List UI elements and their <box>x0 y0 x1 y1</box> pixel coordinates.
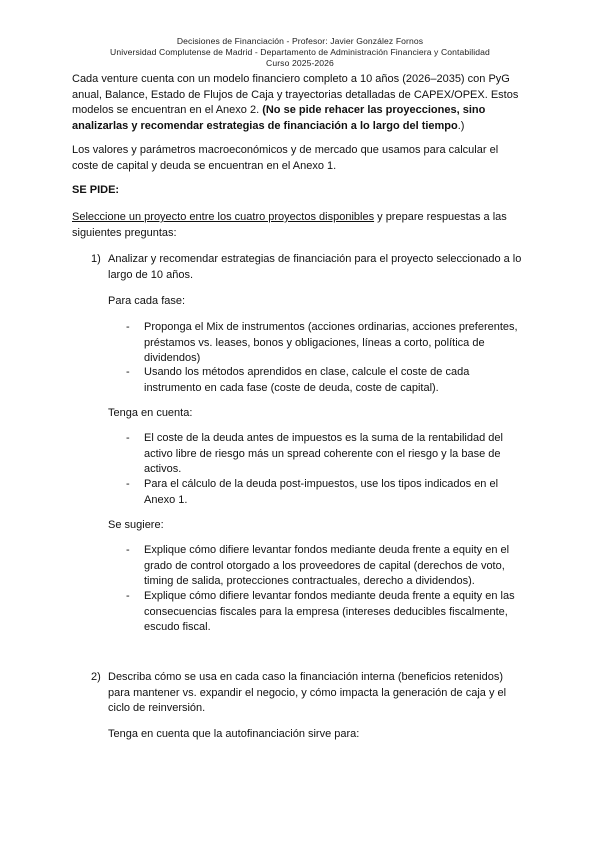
q1-para-cada-fase: Para cada fase: <box>108 295 186 307</box>
params-paragraph: Los valores y parámetros macroeconómicos y de mercado que usamos para calcular el coste de capital y deuda se encuentran en el Anexo 1. <box>72 144 499 172</box>
intro-paragraph <box>72 72 532 134</box>
tenga-bullet-2: Para el cálculo de la deuda post-impuestos, use los tipos indicados en el Anexo 1. <box>144 478 499 506</box>
header-line-course: Decisiones de Financiación - Profesor: Javier González Fornos <box>176 36 424 46</box>
q1-number: 1) <box>91 253 101 265</box>
q2-tenga-en-cuenta: Tenga en cuenta que la autofinanciación sirve para: <box>108 728 360 740</box>
instruction-paragraph <box>72 210 532 241</box>
bullet-dash: - <box>126 590 130 602</box>
q2-number: 2) <box>91 671 101 683</box>
intro-end: .) <box>457 119 465 132</box>
bullet-dash: - <box>126 321 130 333</box>
q2-text: Describa cómo se usa en cada caso la financiación interna (beneficios retenidos) para mantener vs. expandir el negocio, y cómo impacta la generación de caja y el ciclo de reinversión. <box>108 671 507 714</box>
q1-tenga-en-cuenta: Tenga en cuenta: <box>108 407 193 419</box>
bullet-dash: - <box>126 432 130 444</box>
sugiere-bullet-2: Explique cómo difiere levantar fondos mediante deuda frente a equity en las consecuencias fiscales para la empresa (intereses deducibles fiscalmente, escudo fiscal. <box>144 590 515 633</box>
sugiere-bullet-1: Explique cómo difiere levantar fondos mediante deuda frente a equity en el grado de control otorgado a los proveedores de capital (derechos de voto, timing de salida, protecciones contractuales, derecho a dividendos). <box>144 544 510 587</box>
header-line-university: Universidad Complutense de Madrid - Departamento de Administración Financiera y Contabilidad <box>110 47 490 57</box>
intro-bold-note: (No se pide rehacer las proyecciones, sino analizarlas y recomendar estrategias de financiación a lo largo del tiempo <box>72 104 486 132</box>
header-line-year: Curso 2025-2026 <box>266 58 334 68</box>
q1-text: Analizar y recomendar estrategias de financiación para el proyecto seleccionado a lo largo de 10 años. <box>108 253 522 281</box>
tenga-bullet-1: El coste de la deuda antes de impuestos es la suma de la rentabilidad del activo libre de riesgo más un spread coherente con el riesgo y la base de activos. <box>144 432 503 475</box>
fase-bullet-2: Usando los métodos aprendidos en clase, calcule el coste de cada instrumento en cada fase (coste de deuda, coste de capital). <box>144 366 470 394</box>
bullet-dash: - <box>126 478 130 490</box>
instruction-underlined: Seleccione un proyecto entre los cuatro proyectos disponibles <box>72 211 375 223</box>
instruction-rest: y prepare respuestas a las siguientes preguntas: <box>72 211 507 239</box>
bullet-dash: - <box>126 366 130 378</box>
fase-bullet-1: Proponga el Mix de instrumentos (acciones ordinarias, acciones preferentes, préstamos vs. leases, bonos y obligaciones, líneas a corto, política de dividendos) <box>144 321 518 364</box>
se-pide-heading: SE PIDE: <box>72 184 120 196</box>
q1-se-sugiere: Se sugiere: <box>108 519 164 531</box>
intro-text: Cada venture cuenta con un modelo financiero completo a 10 años (2026–2035) con PyG anual, Balance, Estado de Flujos de Caja y trayectorias detalladas de CAPEX/OPEX. Estos modelos se encuentran en el Anexo 2. <box>72 73 519 116</box>
bullet-dash: - <box>126 544 130 556</box>
